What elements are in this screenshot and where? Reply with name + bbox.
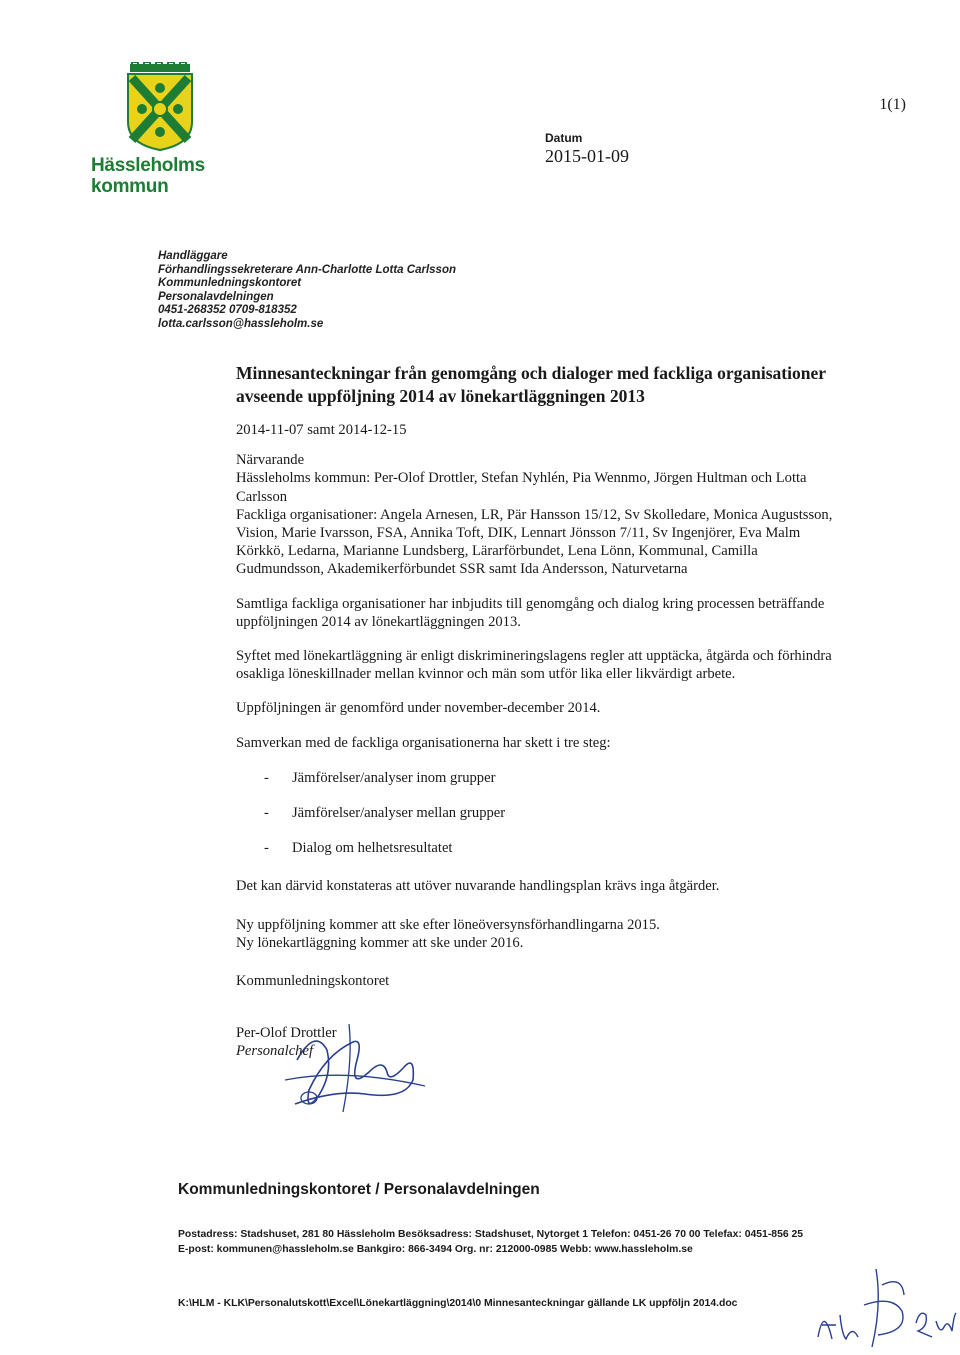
list-item: [236, 769, 836, 787]
municipality-crest-logo: [122, 62, 198, 152]
date-value: 2015-01-09: [545, 146, 629, 166]
paragraph-completed: Uppföljningen är genomförd under november-december 2014.: [236, 700, 601, 717]
handler-department: Personalavdelningen: [158, 290, 274, 303]
document-body: [236, 362, 836, 1061]
footer-file-path: K:\HLM - KLK\Personalutskott\Excel\Lönekartläggning\2014\0 Minnesanteckningar gällande LK uppföljn 2014.doc: [178, 1298, 738, 1309]
list-item: [236, 839, 836, 857]
list-dash: -: [264, 805, 269, 822]
page-number: 1(1): [879, 96, 906, 113]
paragraph-next-followup: Ny uppföljning kommer att ske efter löneöversynsförhandlingarna 2015.: [236, 916, 660, 933]
handler-office: Kommunledningskontoret: [158, 277, 302, 290]
municipality-name-line2: kommun: [91, 176, 169, 197]
list-item: [236, 804, 836, 822]
step-text: Jämförelser/analyser inom grupper: [292, 769, 496, 786]
signature-office: Kommunledningskontoret: [236, 973, 390, 990]
handler-block: [158, 250, 456, 332]
paragraph-next-survey: Ny lönekartläggning kommer att ske under 2016.: [236, 934, 524, 951]
handwritten-signature: [265, 1020, 430, 1120]
paragraph-purpose: Syftet med lönekartläggning är enligt diskrimineringslagens regler att upptäcka, åtgärda och förhindra osakliga löneskillnader mellan kvinnor och män som utför lika eller likvärdigt arbete.: [236, 648, 832, 683]
list-dash: -: [264, 840, 269, 857]
footer-contact-line1: Postadress: Stadshuset, 281 80 Hässleholm Besöksadress: Stadshuset, Nytorget 1 Telefon: 0451-26 70 00 Telefax: 0451-856 25: [178, 1229, 804, 1240]
handler-email: lotta.carlsson@hassleholm.se: [158, 317, 324, 330]
footer-contact-line2: E-post: kommunen@hassleholm.se Bankgiro: 866-3494 Org. nr: 212000-0985 Webb: www.hassleholm.se: [178, 1243, 693, 1255]
list-dash: -: [264, 769, 269, 786]
signature-name: Per-Olof Drottler: [236, 1025, 337, 1042]
document-title: Minnesanteckningar från genomgång och dialoger med fackliga organisationer avseende uppföljning 2014 av lönekartläggningen 2013: [236, 363, 826, 406]
paragraph-invitation: Samtliga fackliga organisationer har inbjudits till genomgång och dialog kring processen beträffande uppföljningen 2014 av lönekartläggningen 2013.: [236, 595, 825, 630]
handler-role: Förhandlingssekreterare Ann-Charlotte Lotta Carlsson: [158, 263, 456, 276]
meeting-dates: 2014-11-07 samt 2014-12-15: [236, 422, 407, 438]
municipality-name-line1: Hässleholms: [91, 155, 205, 176]
step-text: Jämförelser/analyser mellan grupper: [292, 805, 506, 822]
present-municipality: Hässleholms kommun: Per-Olof Drottler, Stefan Nyhlén, Pia Wennmo, Jörgen Hultman och Lotta Carlsson: [236, 470, 807, 505]
present-unions: Fackliga organisationer: Angela Arnesen, LR, Pär Hansson 15/12, Sv Skolledare, Monica Augustsson, Vision, Marie Ivarsson, FSA, Annika Toft, DIK, Lennart Jönsson 7/11, Sv Ingenjörer, Eva Malm Körkkö, Ledarna, Marianne Lundsberg, Lärarförbundet, Lena Lönn, Kommunal, Camilla Gudmundsson, Akademikerförbundet SSR samt Ida Andersson, Naturvetarna: [236, 506, 833, 578]
paragraph-conclusion: Det kan därvid konstateras att utöver nuvarande handlingsplan krävs inga åtgärder.: [236, 878, 720, 895]
footer-department: Kommunledningskontoret / Personalavdelningen: [178, 1181, 540, 1198]
handler-phone: 0451-268352 0709-818352: [158, 304, 297, 317]
handwritten-initials: [812, 1265, 958, 1350]
present-heading: Närvarande: [236, 452, 305, 469]
signature-title: Personalchef: [236, 1043, 314, 1060]
municipality-name: [91, 155, 241, 197]
paragraph-cooperation: Samverkan med de fackliga organisationerna har skett i tre steg:: [236, 734, 611, 751]
steps-list: [236, 769, 836, 858]
step-text: Dialog om helhetsresultatet: [292, 840, 453, 857]
date-label: Datum: [545, 131, 583, 145]
footer-contact: [178, 1228, 803, 1257]
handler-heading: Handläggare: [158, 250, 228, 262]
